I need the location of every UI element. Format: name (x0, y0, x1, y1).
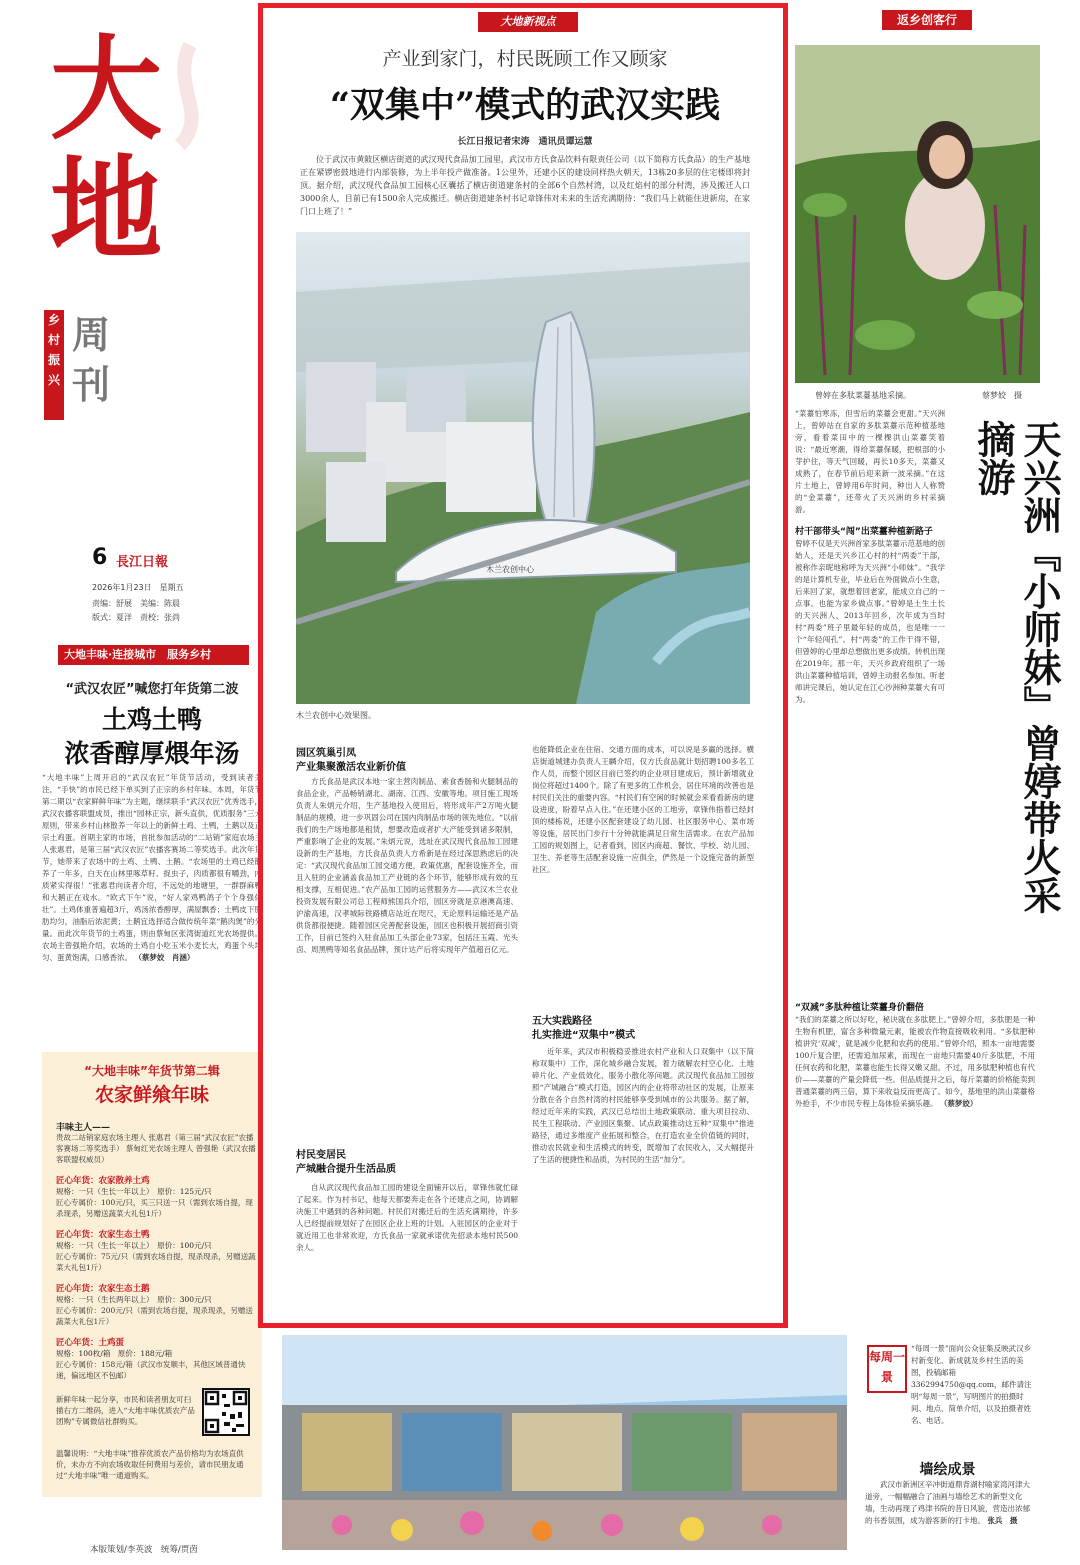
product-item (56, 1174, 256, 1228)
section-subheading: 产城融合提升生活品质 (296, 1164, 396, 1175)
right-subheading-2: “双减”多肽种植让菜薹身价翻倍 (795, 1003, 924, 1013)
product-spec: 规格：一只（生长一年以上） 原价：100元/只 (56, 1241, 212, 1250)
right-tag-text: 返乡创客行 (896, 13, 957, 27)
weekly-scene-box (855, 1335, 1040, 1550)
issue-date: 2026年1月23日 星期五 (92, 583, 184, 592)
column-side-tag (44, 310, 64, 420)
mural-photo (282, 1335, 847, 1550)
paper-logo: 長江日報 (116, 555, 169, 570)
right-body-1-text: 曾婷不仅是天兴洲首家多肽菜薹示范基地的创始人，还是天兴乡江心村的村“两委”干部，被称作亲昵地称呼为天兴洲“小师妹”。“我学的是计算机专业，毕业后在外面做点小生意，后来回了家，就想着回老家，能成立自己的一点事。也能为家乡做点事。”曾婷是土生土长的天兴洲人，2013年回乡，次年成为当时村“两委”班子里最年轻的成员，也是唯一一个“年轻闯孔”。村“两委”的工作干得不错，但曾婷的心里却总想做出更多成绩。转机出现在2019年。那一年，天兴乡政府组织了一场洪山菜薹种植培训，曾婷主动报名参加。听老师讲完课后，她认定在江心沙洲种菜薹大有可为。 (795, 539, 945, 704)
right-photo-caption: 曾婷在多肽菜薹基地采摘。 (815, 391, 911, 400)
product-price: 匠心专属价：75元/只（需到农场自提，现杀现杀，另赠送蔬菜大礼包1斤） (56, 1252, 256, 1272)
right-intro (795, 408, 945, 520)
feature-photo (296, 232, 750, 704)
feature-byline: 长江日报记者宋涛 通讯员谭运慧 (457, 137, 593, 147)
scene-title: 墙绘成景 (919, 1462, 976, 1478)
section-subheading: 产业集聚激活农业新价值 (296, 762, 406, 773)
section-heading: 五大实践路径 (532, 1016, 592, 1027)
weekly-scene-note: “每周一景”面向公众征集反映武汉乡村新变化、新成就及乡村生活的美图，投稿邮箱3362994750@qq.com，邮件请注明“每周一景”，写明图片的拍摄时间、地点、简单介绍，以及拍摄者姓名、电话。 (911, 1344, 1032, 1425)
right-body-2 (795, 1014, 1035, 1304)
masthead-title (40, 25, 240, 285)
feature-headline: “双集中”模式的武汉实践 (329, 85, 721, 126)
right-body-2-text: “我们的菜薹之所以好吃，秘诀就在多肽肥上。”曾婷介绍，多肽肥是一种生物有机肥，富含多种微量元素，能被农作物直接吸收利用。“多肽肥种植讲究‘双减’，就是减少化肥和农药的使用。”曾婷介绍，照本一亩地需要100斤复合肥，还需追加尿素，而现在一亩地只需要40斤多肽肥，不用任何农药和化肥，菜薹也能生长得又嫩又甜。不过，用多肽肥种植也有代价——菜薹的产量会降低一些。但品质提升之后，每斤菜薹的价格能卖到普通菜薹的两三倍，算下来收益反而更高了。如今，基地里的洪山菜薹格外抢手，不少市民专程上岛体验采摘乐趣。 (795, 1015, 1035, 1108)
editor-line: 责编：舒展 美编：陈晨 (92, 599, 180, 608)
section-subheading: 扎实推进“双集中”模式 (532, 1030, 636, 1041)
feature-lede (300, 153, 750, 231)
feature-col1b-body (296, 1182, 518, 1296)
right-body-1 (795, 538, 945, 910)
product-spec: 规格：一只（生长两年以上） 原价：300元/只 (56, 1295, 212, 1304)
scene-credit: 张兵 摄 (987, 1516, 1018, 1525)
festival-box (42, 1052, 262, 1497)
feature-col2b-body (532, 1046, 754, 1296)
feature-col1-text: 方氏食品是武汉本地一家主营肉制品、素食香肠和火腿制品的食品企业，产品畅销湖北、湖南、江西、安徽等地。项目施工现场负责人朱炳元介绍，生产基地投入使用后，将形成年产2万吨火腿制品的规模，进一步巩固公司在国内肉制品市场的领先地位。“以前我们的生产场地都是租赁，想要改造或者扩大产能受到诸多限制，严重影响了企业的发展。”朱炳元说，选址在武汉现代食品加工园建设新的生产基地，方氏食品负责人方希新是在经过深思熟虑后的决定：“武汉现代食品加工园交通方便，政策优惠，配套设施齐全，而且入驻的企业涵盖食品加工产业链的各个环节，能够形成有效的互相支撑，互相促进。”农产品加工园的运营服务方——武汉木兰农业投资发展有限公司总工程师熊国兵介绍，园区旁就是京港澳高速、沪渝高速，汉孝城际铁路横店站近在咫尺，无论原料运输还是产品供货都很便捷。随着园区完善配套设施，园区也积极开展招商引资工作，目前已签约入驻食品加工头部企业73家，包括汪玉霞、光头卤、周黑鸭等知名食品品牌，预计达产后将实现年产值超百亿元。 (296, 777, 518, 954)
section-heading: 村民变居民 (296, 1150, 346, 1161)
photo-sign: 木兰农创中心 (486, 565, 534, 574)
feature-lede-text: 位于武汉市黄陂区横店街道的武汉现代食品加工园里，武汉市方氏食品饮料有限责任公司（以下简称方氏食品）的生产基地正在紧锣密鼓地进行内部装修，为上半年投产做准备。1公里外，还建小区的建设同样热火朝天，13栋20多层的住宅楼即将封顶。据介绍，武汉现代食品加工园核心区囊括了横店街道建条村的全部6个自然村湾，以及红焰村的部分村湾，涉及搬迁人口3000余人，目前已有1500余人完成搬迁。横店街道建条村书记章锋伟对未来的生活充满期待：“我们马上就能住进新房，在家门口上班了！” (300, 155, 750, 216)
section-heading: 园区筑巢引凤 (296, 748, 356, 759)
product-name: 匠心年货：农家生态土鸭 (56, 1230, 150, 1240)
hosts-body: 贵故二站销家庭农场主理人 张惠君（第三届“武汉农匠”农播客赛场二等奖选手） 蔡甸红光农场主理人 曾强艳（武汉农播客联盟权威员） (56, 1133, 256, 1164)
right-tag (882, 10, 972, 30)
left-headline-1: 土鸡土鸭 (101, 705, 202, 734)
product-spec: 规格：一只（生长一年以上） 原价：125元/只 (56, 1187, 212, 1196)
right-photo-illustration (795, 45, 1040, 383)
qr-code[interactable] (202, 1388, 250, 1436)
festival-title: 农家鲜飨年味 (94, 1084, 209, 1106)
editor-line-2: 版式：夏洋 责校：张尚 (92, 613, 180, 622)
festival-tag: “大地丰味”年货节第二辑 (84, 1064, 220, 1078)
product-name: 匠心年货：农家散养土鸡 (56, 1176, 150, 1186)
feature-photo-caption: 木兰农创中心效果图。 (296, 711, 376, 720)
product-price: 匠心专属价：100元/只，买三只送一只（需到农场自提，现杀现杀，另赠送蔬菜大礼包1斤） (56, 1198, 253, 1218)
product-name: 匠心年货：土鸡蛋 (56, 1338, 125, 1348)
product-item (56, 1282, 256, 1336)
product-price: 匠心专属价：200元/只（需到农场自提，现杀现杀，另赠送蔬菜大礼包1斤） (56, 1306, 253, 1326)
mural-photo-illustration (282, 1335, 847, 1550)
product-list (56, 1174, 256, 1390)
scene-body-text: 武汉市新洲区辛冲街道鼎背湖村喻家湾河津大道旁，一幅幅融合了油画与墙绘艺术的新型文化墙，生动再现了鸡津书院的昔日风貌，营造出浓郁的书香氛围，成为游客新的打卡地。 (865, 1480, 1030, 1525)
right-photo (795, 45, 1040, 383)
product-item (56, 1228, 256, 1282)
hosts-title: 丰味主人—— (56, 1123, 111, 1133)
left-kicker: “武汉农匠”喊您打年货第二波 (65, 682, 239, 697)
qr-code-pattern (204, 1390, 248, 1434)
left-article-body (42, 772, 262, 1008)
product-item (56, 1336, 256, 1390)
feature-tag (478, 12, 578, 32)
masthead-title-text: 大地 (50, 25, 162, 275)
warm-note: 温馨说明：“大地丰味”推荐优质农产品价格均为农场直供价，未办方不向农场收取任何费用与差价，请市民朋友通过“大地丰味”唯一通道购买。 (56, 1449, 244, 1480)
feature-col1b-text: 自从武汉现代食品加工园的建设全面铺开以后，章锋伟就忙碌了起来。作为村书记，他每天都要奔走在各个还建点之间，协调解决施工中遇到的各种问题。村民们对搬迁后的生活充满期待，许多人已经提前规划好了在园区企业上班的计划。入驻园区的企业对于就近用工也非常欢迎，方氏食品一家就承诺优先招录本地村民500余人。 (296, 1183, 518, 1252)
left-headline-2: 浓香醇厚煨年汤 (64, 739, 240, 768)
feature-col1-body (296, 776, 518, 1122)
feature-tag-text: 大地新视点 (500, 15, 556, 28)
column-side-text: 乡村振兴 (47, 313, 60, 387)
left-footer: 本版策划/李英波 统筹/贾茵 (90, 1545, 198, 1555)
product-price: 匠心专属价：158元/箱（武汉市发顺丰，其他区域普通快递，偏远地区不包邮） (56, 1360, 246, 1380)
feature-col2-text: 也能降低企业在住宿、交通方面的成本，可以说是多赢的选择。横店街道城建办负责人王麟介绍，仅方氏食品就计划招聘100多名工作人员，而整个园区目前已签约的企业项目建成后，预计新增就业岗位将超过1400个。除了有更多的工作机会，居住环境的改善也是村民们关注的重要内容。“村民们有空闲的时候就会来看看新房的建设进度，盼着早点入住。”在还建小区的工地旁，章锋伟指着已经封顶的楼栋说，还建小区配套建设了幼儿园、社区服务中心、菜市场等设施，居民出门步行十分钟就能满足日常生活需求。在农产品加工园的规划图上，记者看到，园区内商超、餐饮、学校、幼儿园、卫生、养老等生活配套设施一应俱全，俨然是一个设施完备的新型社区。 (532, 745, 754, 874)
scene-body (865, 1479, 1035, 1527)
left-article-text: “大地丰味”上周开启的“武汉农匠”年货节活动，受到读者关注，“手快”的市民已经下单买到了正宗的乡村年味。本周，年货节第二期以“农家鲜鲜年味”为主题，继续联手“武汉农匠”优秀选手，武汉农播客联盟成员，推出“园林正宗，新头直供，优质服务”三大原则，带来乡村山林散养一年以上的新鲜土鸡、土鸭，土鹅以及正宗土鸡蛋。首期主家的市场，首批参加活动的“二站销”家庭农场主人张惠君，是第三届“武汉农匠”农播客赛场二等奖选手。此次年货节，她带来了农场中的土鸡、土鸭、土鹅。“农场里的土鸡已经散养了一年多，白天在山林里啄草籽、捉虫子，肉质都很有嚼劲，内质紧实得很！”张惠君向读者介绍，不远处的地塘里，一群群麻鸭和大鹅正在戏水。“欧式下午”说，“好人家鸡鸭鸽子个个身强体壮”。土鸡体重普遍超3斤，鸡汤浓香醇厚，满屋飘香；土鸭皮下脂肪均匀，油脂后浓泥黄；土鹅宜选择适合做传统年菜“鹅肉煲”的分量。而此次年货节的土鸡蛋，则由蔡甸区张湾街道红光农场提供。农场主曾强艳介绍，农场的土鸡自小吃玉米小麦长大，鸡蛋个头均匀、蛋黄饱满，口感香浓。 (42, 773, 262, 962)
left-strip-tag (58, 645, 249, 665)
qr-note: 新鲜年味一起分享，市民和读者朋友可扫描右方二维码，进入“大地丰味优质农产品团购”专属微信社群购买。 (56, 1395, 195, 1426)
left-strip-text: 大地丰味·连接城市 服务乡村 (64, 648, 212, 661)
feature-col2-body (532, 744, 754, 1010)
right-headline: 天兴洲『小师妹』曾婷带火采摘游 (971, 420, 1062, 914)
weekly-scene-badge-text: 每周一景 (869, 1350, 906, 1384)
feature-photo-illustration (296, 232, 750, 704)
left-article-byline: （蔡梦姣 肖涵） (134, 953, 195, 962)
feature-col2b-text: 近年来，武汉市积极稳妥推进农村产业和人口双集中（以下简称双集中）工作，深化城乡融合发展，着力破解农村空心化、土地碎片化、产业低效化、服务小散化等问题。武汉现代食品加工园按照“产城融合”模式打造，园区内的企业将带动社区的发展，让原来分散在各个自然村湾的村民能够享受到城市的公共服务。据了解，经过近年来的实践，武汉已总结出土地政策联动、重大项目拉动、民生工程联动、产业园区集聚、试点政策推动这五种“双集中”推进路径，通过多维度产业拓展和整合，在打造农业全价值链的同时，推动农民就业和生活模式的转变，既增加了农民收入，又大幅提升了生活的便捷性和品质，为村民的生活“加分”。 (532, 1047, 754, 1164)
product-spec: 规格：100枚/箱 原价：188元/箱 (56, 1349, 173, 1358)
feature-subtitle: 产业到家门，村民既顾工作又顾家 (382, 48, 668, 70)
right-intro-text: “菜薹怕寒冻，但雪后的菜薹会更甜。”天兴洲上，曾婷站在自家的多肽菜薹示范种植基地旁，看着菜田中的一棵棵洪山菜薹笑着说：“最近寒潮，得给菜薹保暖，把根部的小芽护住，等天气回暖，再长10多天，菜薹又成熟了，在春节前后迎来新一波采摘。”在这片土地上，曾婷用6年时间，种出人人称赞的“金菜薹”，还带火了天兴洲的乡村采摘游。 (795, 409, 945, 514)
weekly-scene-badge (867, 1345, 907, 1393)
page-number: 6 (92, 545, 108, 570)
product-name: 匠心年货：农家生态土鹅 (56, 1284, 150, 1294)
right-subheading-1: 村干部带头“闯”出菜薹种植新路子 (795, 527, 933, 537)
column-name: 周刊 (72, 312, 111, 407)
right-byline: （蔡梦姣） (939, 1099, 978, 1108)
right-photo-credit: 蔡梦姣 摄 (982, 391, 1022, 400)
